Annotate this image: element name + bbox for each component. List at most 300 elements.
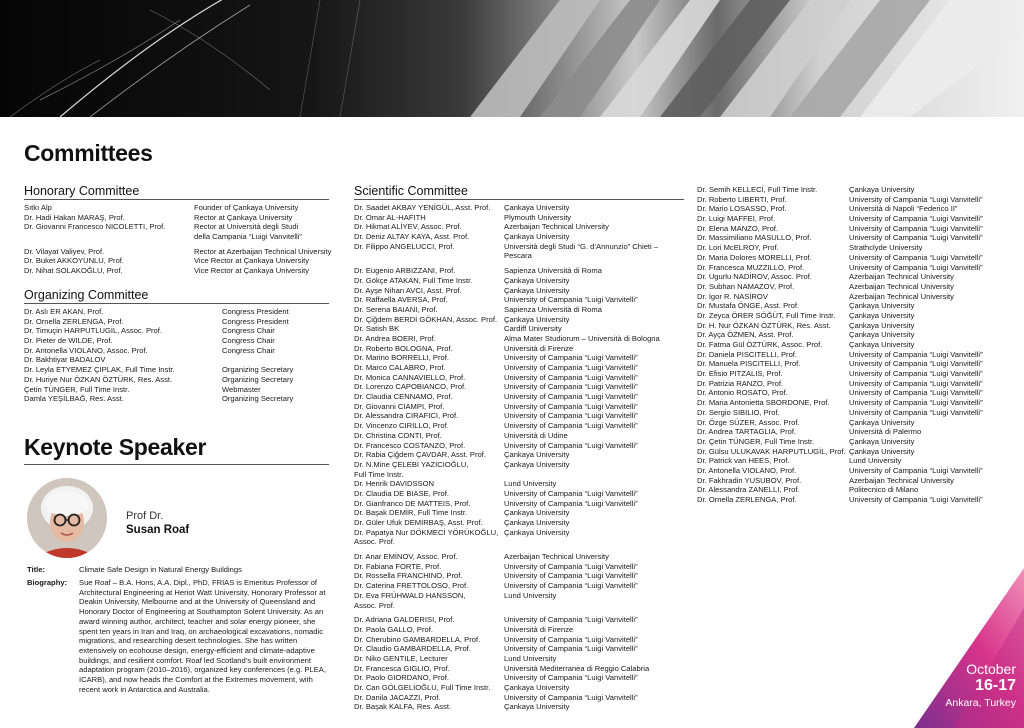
committee-member-row <box>24 317 334 327</box>
committee-member-row <box>354 702 689 712</box>
committee-member-row <box>354 232 689 242</box>
committee-member-row <box>354 315 689 325</box>
member-name: Dr. Roberto LIBERTI, Prof. <box>697 194 787 204</box>
member-affiliation: University of Campania “Luigi Vanvitelli” <box>504 401 638 411</box>
scientific-committee-heading: Scientific Committee <box>354 184 468 198</box>
member-name: Dr. Francesco COSTANZO, Prof. <box>354 440 466 450</box>
member-affiliation: Çankaya University <box>849 417 915 427</box>
member-name: Dr. Mustafa ÖNGE, Asst. Prof. <box>697 301 800 311</box>
member-affiliation: University of Campania “Luigi Vanvitelli” <box>504 644 638 654</box>
member-affiliation: Organizing Secretary <box>222 394 294 404</box>
committee-member-row <box>697 447 997 457</box>
committee-member-row <box>24 326 334 336</box>
member-affiliation: University of Campania “Luigi Vanvitelli” <box>849 465 983 475</box>
committee-member-row <box>24 385 334 395</box>
member-name: Dr. Claudia CENNAMO, Prof. <box>354 392 453 402</box>
committee-member-row <box>354 615 689 625</box>
keynote-speaker-photo <box>27 478 107 558</box>
member-name: Dr. Çiğdem BERDİ GÖKHAN, Assoc. Prof. <box>354 314 498 324</box>
committee-member-row <box>24 203 334 213</box>
member-affiliation: University of Campania “Luigi Vanvitelli” <box>504 392 638 402</box>
committee-member-row <box>697 408 997 418</box>
member-name: Dr. Patrick van HEES, Prof. <box>697 456 790 466</box>
committee-member-row <box>354 470 689 480</box>
committee-member-row <box>354 251 689 261</box>
committee-member-row <box>24 307 334 317</box>
member-name: Dr. Francesca GIGLIO, Prof. <box>354 663 450 673</box>
member-name: Dr. Ornella ZERLENGA, Prof. <box>24 316 124 326</box>
member-name: Dr. Ayşe Nihan AVCI, Asst. Prof. <box>354 285 462 295</box>
member-affiliation: Strathclyde University <box>849 243 923 253</box>
member-affiliation: Università di Firenze <box>504 343 574 353</box>
honorary-committee-list <box>24 203 334 276</box>
member-name: Dr. Luigi MAFFEI, Prof. <box>697 214 776 224</box>
member-name: Dr. Fabiana FORTE, Prof. <box>354 561 442 571</box>
member-name: Dr. Andrea BOERI, Prof. <box>354 333 436 343</box>
member-affiliation: Organizing Secretary <box>222 365 294 375</box>
committee-member-row <box>354 654 689 664</box>
member-affiliation: Webmaster <box>222 384 261 394</box>
committee-member-row <box>354 562 689 572</box>
member-name: Dr. Paolo GIORDANO, Prof. <box>354 673 449 683</box>
committee-member-row <box>354 644 689 654</box>
scientific-committee-list-2 <box>697 185 997 505</box>
member-affiliation: Azerbaijan Technical University <box>849 475 954 485</box>
member-affiliation: Rector at Çankaya University <box>194 212 293 222</box>
committee-member-row <box>354 373 689 383</box>
member-name: Dr. Eugenio ARBIZZANI, Prof. <box>354 266 456 276</box>
committee-member-row <box>354 222 689 232</box>
committee-member-row <box>697 195 997 205</box>
member-name: Dr. Claudio GAMBARDELLA, Prof. <box>354 644 471 654</box>
member-affiliation: Çankaya University <box>504 275 570 285</box>
committee-member-row <box>354 411 689 421</box>
committee-member-row <box>697 427 997 437</box>
member-name: Dr. Alessandra CIRAFICI, Prof. <box>354 411 459 421</box>
committee-member-row <box>354 266 689 276</box>
member-affiliation: Congress President <box>222 316 289 326</box>
member-affiliation: Congress Chair <box>222 345 275 355</box>
member-affiliation: University of Campania “Luigi Vanvitelli” <box>849 233 983 243</box>
keynote-biography-text: Sue Roaf – B.A. Hons, A.A. Dipl., PhD, FRIAS is Emeritus Professor of Architectural Engineering at Heriot Watt University, Honorary Professor at Deakin University, Melbourne and at the University of Queensland and Honorary Doctor of Engineering at Southampton Solent University. As an award winning author, architect, teacher and solar energy pioneer, she spent ten years in Iran and Iraq, on archaeological excavations, nomadic migrations, and researching desert technologies. She has written extensively on ecohouse design, energy-efficient and climate-adaptive buildings, and resilient comfort. Roaf led Scotland’s built environment adaptation program (2010–2016), organized key conferences (e.g. PLEA, ICARB), and now heads the Comfort at the Extremes movement, with recent work in Antarctica and Australia. <box>79 578 326 694</box>
committee-member-row <box>354 450 689 460</box>
member-affiliation: Çankaya University <box>849 301 915 311</box>
committee-member-row <box>24 375 334 385</box>
member-affiliation: University of Campania “Luigi Vanvitelli” <box>504 581 638 591</box>
committee-member-row <box>354 528 689 538</box>
committee-member-row <box>354 324 689 334</box>
member-affiliation: Çankaya University <box>504 683 570 692</box>
member-affiliation: Università Mediterranea di Reggio Calabria <box>504 663 650 673</box>
member-name: Dr. Rabia Çiğdem ÇAVDAR, Asst. Prof. <box>354 450 486 460</box>
member-affiliation: University of Campania “Luigi Vanvitelli” <box>504 411 638 421</box>
header-banner-image <box>0 0 1024 117</box>
member-affiliation: University of Campania “Luigi Vanvitelli” <box>504 421 638 431</box>
committee-member-row <box>354 601 689 611</box>
member-affiliation: Azerbaijan Technical University <box>849 291 954 301</box>
member-name: Dr. Hikmat ALİYEV, Assoc. Prof. <box>354 222 462 232</box>
committee-member-row <box>697 456 997 466</box>
committee-member-row <box>697 292 997 302</box>
member-affiliation: University of Campania “Luigi Vanvitelli” <box>849 407 983 417</box>
member-name: Dr. Caterina FRETTOLOSO, Prof. <box>354 581 469 591</box>
member-name: Dr. Vilayat Valiyev, Prof. <box>24 246 105 256</box>
committee-member-row <box>697 204 997 214</box>
member-affiliation: Azerbaijan Technical University <box>849 281 954 291</box>
committee-member-row <box>354 625 689 635</box>
member-affiliation: Çankaya University <box>504 450 570 460</box>
keynote-title-prefix: Prof Dr. <box>126 510 164 522</box>
committee-member-row <box>697 359 997 369</box>
member-affiliation: Çankaya University <box>504 314 570 324</box>
member-affiliation: Sapienza Università di Roma <box>504 266 602 276</box>
committee-member-row <box>697 388 997 398</box>
keynote-speaker-name: Susan Roaf <box>126 524 190 536</box>
member-name: Dr. Alessandra ZANELLI, Prof. <box>697 485 800 495</box>
banner-light-streaks <box>0 0 1024 117</box>
committee-member-row <box>697 369 997 379</box>
member-name: Dr. Huriye Nur ÖZKAN ÖZTÜRK, Res. Asst. <box>24 374 173 384</box>
event-days: 16-17 <box>975 677 1016 694</box>
member-name: Full Time Instr. <box>354 469 404 479</box>
committee-member-row <box>24 247 334 257</box>
committee-member-row <box>354 537 689 547</box>
member-name: Dr. Fatma Gül ÖZTÜRK, Assoc. Prof. <box>697 340 823 349</box>
member-affiliation: Università di Udine <box>504 430 568 440</box>
committee-member-row <box>697 185 997 195</box>
member-name: Dr. Lori McELROY, Prof. <box>697 243 779 253</box>
member-name: Dr. İgor R. NASİROV <box>697 291 768 301</box>
committee-member-row <box>697 418 997 428</box>
member-name: Dr. Fakhradin YUSUBOV, Prof. <box>697 475 802 485</box>
committee-member-row <box>354 571 689 581</box>
member-name: Dr. Başak DEMİR, Full Time Instr. <box>354 508 468 518</box>
member-affiliation: Plymouth University <box>504 212 572 222</box>
member-name: Dr. Efisio PITZALIS, Prof. <box>697 369 783 379</box>
member-affiliation: University of Campania “Luigi Vanvitelli” <box>849 378 983 388</box>
member-name: Dr. Gökçe ATAKAN, Full Time Instr. <box>354 275 473 285</box>
committee-member-row <box>354 552 689 562</box>
member-name: Dr. Antonella VIOLANO, Assoc. Prof. <box>24 345 148 355</box>
committee-member-row <box>354 460 689 470</box>
member-name: Dr. Niko GENTILE, Lecturer <box>354 653 448 663</box>
member-affiliation: University of Campania “Luigi Vanvitelli” <box>504 488 638 498</box>
member-affiliation: University of Campania “Luigi Vanvitelli” <box>504 634 638 644</box>
member-name: Damla YEŞİLBAĞ, Res. Asst. <box>24 394 124 404</box>
member-name: Dr. Leyla ETYEMEZ ÇIPLAK, Full Time Instr. <box>24 365 175 375</box>
honorary-committee-heading: Honorary Committee <box>24 184 140 198</box>
member-affiliation: Çankaya University <box>849 446 915 456</box>
member-name: Dr. Giovanni Francesco NICOLETTI, Prof. <box>24 222 166 232</box>
committee-member-row <box>697 398 997 408</box>
member-affiliation: University of Campania “Luigi Vanvitelli” <box>504 673 638 683</box>
member-name: Sıtkı Alp <box>24 203 52 212</box>
member-name: Assoc. Prof. <box>354 537 395 547</box>
scientific-committee-list-1 <box>354 203 689 712</box>
committee-member-row <box>354 402 689 412</box>
member-name: Dr. Claudia DE BIASE, Prof. <box>354 488 449 498</box>
member-affiliation: Vice Rector at Çankaya University <box>194 256 310 266</box>
member-affiliation: University of Campania “Luigi Vanvitelli” <box>504 692 638 702</box>
committee-member-row <box>354 518 689 528</box>
member-name: Dr. Maria Antonietta SBORDONE, Prof. <box>697 398 830 408</box>
member-affiliation: Congress Chair <box>222 326 275 336</box>
member-name: Dr. Antonella VIOLANO, Prof. <box>697 465 797 475</box>
committee-member-row <box>24 365 334 375</box>
committee-member-row <box>697 224 997 234</box>
committee-member-row <box>354 693 689 703</box>
committee-member-row <box>24 346 334 356</box>
member-affiliation: Çankaya University <box>849 330 915 340</box>
member-affiliation: University of Campania “Luigi Vanvitelli” <box>504 498 638 508</box>
member-affiliation: University of Campania “Luigi Vanvitelli” <box>504 571 638 581</box>
committee-member-row <box>354 344 689 354</box>
committee-member-row <box>697 214 997 224</box>
member-affiliation: University of Campania “Luigi Vanvitelli” <box>849 214 983 224</box>
member-name: Dr. Ugurlu NADİROV, Assoc. Prof. <box>697 272 812 282</box>
member-name: Dr. Filippo ANGELUCCI, Prof. <box>354 241 455 251</box>
member-affiliation: University of Campania “Luigi Vanvitelli” <box>504 561 638 571</box>
member-affiliation: University of Campania “Luigi Vanvitelli” <box>849 388 983 398</box>
committee-member-row <box>697 321 997 331</box>
member-name: Dr. Manuela PISCITELLI, Prof. <box>697 359 801 369</box>
committee-member-row <box>697 495 997 505</box>
member-affiliation: Çankaya University <box>849 436 915 446</box>
member-name: Dr. Daniela PISCITELLI, Prof. <box>697 349 798 359</box>
member-name: Dr. Omar AL-HAFITH <box>354 212 426 222</box>
member-name: Dr. Buket AKKOYUNLU, Prof. <box>24 256 125 266</box>
committee-member-row <box>697 340 997 350</box>
committee-member-row <box>354 635 689 645</box>
committee-member-row <box>697 243 997 253</box>
member-name: Dr. Sergio SIBILIO, Prof. <box>697 407 780 417</box>
member-affiliation: Politecnico di Milano <box>849 485 919 495</box>
member-name: Dr. Danila JACAZZI, Prof. <box>354 692 441 702</box>
member-affiliation: Organizing Secretary <box>222 374 294 384</box>
member-affiliation: Lund University <box>504 479 557 489</box>
member-affiliation: Founder of Çankaya University <box>194 203 299 212</box>
member-name: Çetin TÜNGER, Full Time Instr. <box>24 384 130 394</box>
member-name: Dr. Andrea TARTAGLIA, Prof. <box>697 427 797 437</box>
committee-member-row <box>354 213 689 223</box>
member-affiliation: Çankaya University <box>849 310 915 320</box>
member-affiliation: Sapienza Università di Roma <box>504 304 602 314</box>
member-name: Dr. Çetin TÜNGER, Full Time Instr. <box>697 436 815 446</box>
member-name: Dr. Henrik DAVIDSSON <box>354 479 435 489</box>
member-name: Assoc. Prof. <box>354 600 395 610</box>
member-name: Dr. Christina CONTI, Prof. <box>354 430 442 440</box>
organizing-rule <box>24 303 329 304</box>
member-affiliation: Università di Napoli “Federico II” <box>849 204 958 214</box>
committee-member-row <box>24 256 334 266</box>
keynote-biography-label: Biography: <box>27 578 68 587</box>
member-name: Dr. Eva FRÜHWALD HANSSON, <box>354 590 466 600</box>
committee-member-row <box>697 350 997 360</box>
member-name: Dr. Elena MANZO, Prof. <box>697 223 779 233</box>
member-name: Dr. Patrizia RANZO, Prof. <box>697 378 784 388</box>
committee-member-row <box>354 489 689 499</box>
member-affiliation: University of Campania “Luigi Vanvitelli” <box>849 398 983 408</box>
member-affiliation: University of Campania “Luigi Vanvitelli” <box>504 353 638 363</box>
member-affiliation: University of Campania “Luigi Vanvitelli” <box>504 363 638 372</box>
member-affiliation: University of Campania “Luigi Vanvitelli” <box>504 295 638 305</box>
member-name: Dr. Marco CALABRO, Prof. <box>354 363 446 372</box>
committee-member-row <box>697 311 997 321</box>
member-name: Dr. H. Nur ÖZKAN ÖZTÜRK, Res. Asst. <box>697 320 831 330</box>
committee-member-row <box>354 441 689 451</box>
member-name: Dr. Anar EMİNOV, Assoc. Prof. <box>354 552 458 562</box>
member-name: Dr. Marino BORRELLI, Prof. <box>354 353 449 363</box>
committee-member-row <box>354 305 689 315</box>
member-name: Dr. Başak KALFA, Res. Asst. <box>354 702 452 712</box>
committee-member-row <box>354 431 689 441</box>
member-affiliation: Alma Mater Studiorum – Università di Bologna <box>504 333 660 343</box>
member-affiliation: Çankaya University <box>504 203 570 212</box>
member-affiliation: Cardiff University <box>504 324 562 334</box>
committee-member-row <box>354 421 689 431</box>
member-name: Dr. Aslı ER AKAN, Prof. <box>24 307 104 316</box>
committee-member-row <box>697 466 997 476</box>
member-affiliation: University of Campania “Luigi Vanvitelli” <box>849 194 983 204</box>
committee-member-row <box>354 334 689 344</box>
committee-member-row <box>354 479 689 489</box>
committee-member-row <box>24 222 334 232</box>
keynote-talk-title: Climate Safe Design in Natural Energy Buildings <box>79 565 242 574</box>
member-affiliation: Rector at Università degli Studi <box>194 222 299 232</box>
member-name: Dr. Lorenzo CAPOBIANCO, Prof. <box>354 382 467 392</box>
member-name: Dr. Massimiliano MASULLO, Prof. <box>697 233 812 243</box>
member-name: Dr. Roberto BOLOGNA, Prof. <box>354 343 453 353</box>
committee-member-row <box>697 253 997 263</box>
member-name: Dr. Adriana GALDERISI, Prof. <box>354 615 455 625</box>
committee-member-row <box>354 203 689 213</box>
member-name: Dr. Ornella ZERLENGA, Prof. <box>697 495 797 504</box>
member-name: Dr. Paola GALLO, Prof. <box>354 624 433 634</box>
committee-member-row <box>24 394 334 404</box>
committee-member-row <box>354 363 689 373</box>
member-name: Dr. Pieter de WILDE, Prof. <box>24 336 113 346</box>
member-name: Dr. Monica CANNAVIELLO, Prof. <box>354 372 466 382</box>
member-name: Dr. Antonio ROSATO, Prof. <box>697 388 788 398</box>
member-name: Dr. Zeyca ÖRER SÖĞÜT, Full Time Instr. <box>697 310 836 320</box>
member-name: Dr. Semih KELLECİ, Full Time Instr. <box>697 185 818 194</box>
member-affiliation: Università degli Studi “G. d’Annunzio” Chieti – <box>504 241 659 251</box>
member-affiliation: University of Campania “Luigi Vanvitelli” <box>504 615 638 625</box>
committee-member-row <box>24 232 334 242</box>
member-affiliation: University of Campania “Luigi Vanvitelli” <box>849 359 983 369</box>
committee-member-row <box>24 355 334 365</box>
committee-member-row <box>354 382 689 392</box>
member-affiliation: della Campania “Luigi Vanvitelli” <box>194 232 302 242</box>
member-affiliation: Vice Rector at Çankaya University <box>194 266 310 276</box>
committee-member-row <box>24 213 334 223</box>
committee-member-row <box>354 591 689 601</box>
member-name: Dr. Mario LOSASSO, Prof. <box>697 204 787 214</box>
keynote-title-label: Title: <box>27 565 46 574</box>
committee-member-row <box>354 286 689 296</box>
member-name: Dr. Raffaella AVERSA, Prof. <box>354 295 448 305</box>
member-affiliation: University of Campania “Luigi Vanvitelli” <box>504 382 638 392</box>
committee-member-row <box>354 499 689 509</box>
member-affiliation: Congress Chair <box>222 336 275 346</box>
member-affiliation: University of Campania “Luigi Vanvitelli” <box>849 349 983 359</box>
member-affiliation: Lund University <box>849 456 902 466</box>
event-month: October <box>966 661 1016 677</box>
member-affiliation: Università di Firenze <box>504 624 574 634</box>
member-name: Dr. Saadet AKBAY YENİGÜL, Asst. Prof. <box>354 203 491 212</box>
member-name: Dr. Gianfranco DE MATTEIS, Prof. <box>354 498 471 508</box>
member-name: Dr. Hadi Hakan MARAŞ, Prof. <box>24 212 125 222</box>
member-name: Dr. Özge SÜZER, Assoc. Prof. <box>697 417 800 427</box>
committee-member-row <box>354 242 689 252</box>
member-name: Dr. Satish BK <box>354 324 400 334</box>
member-affiliation: Çankaya University <box>504 702 570 712</box>
committee-member-row <box>697 282 997 292</box>
member-name: Dr. Timuçin HARPUTLUGİL, Assoc. Prof. <box>24 326 162 336</box>
organizing-committee-list <box>24 307 334 404</box>
keynote-rule <box>24 464 329 465</box>
member-affiliation: Çankaya University <box>504 232 570 242</box>
member-name: Dr. Bakhtiyar BADALOV <box>24 355 106 365</box>
honorary-rule <box>24 199 329 200</box>
member-affiliation: Azerbaijan Technical University <box>504 552 609 562</box>
committee-member-row <box>354 353 689 363</box>
member-name: Dr. Nihat SOLAKOĞLU, Prof. <box>24 266 123 276</box>
committee-member-row <box>354 276 689 286</box>
member-name: Dr. Maria Dolores MORELLI, Prof. <box>697 252 812 262</box>
keynote-heading: Keynote Speaker <box>24 434 207 460</box>
committee-member-row <box>697 476 997 486</box>
member-name: Dr. Giovanni CIAMPI, Prof. <box>354 401 445 411</box>
member-name: Dr. Subhan NAMAZOV, Prof. <box>697 281 795 291</box>
member-name: Dr. N.Mine ÇELEBİ YAZICIOĞLU, <box>354 459 469 469</box>
committee-member-row <box>697 263 997 273</box>
committee-member-row <box>24 266 334 276</box>
member-affiliation: Rector at Azerbaijan Technical University <box>194 246 332 256</box>
committee-member-row <box>354 664 689 674</box>
committee-member-row <box>354 508 689 518</box>
member-affiliation: Çankaya University <box>849 320 915 330</box>
member-affiliation: Çankaya University <box>849 340 915 349</box>
member-affiliation: University of Campania “Luigi Vanvitelli” <box>849 369 983 379</box>
member-name: Dr. Rossella FRANCHINO, Prof. <box>354 571 463 581</box>
member-affiliation: Azerbaijan Technical University <box>504 222 609 232</box>
member-name: Dr. Gülsu ULUKAVAK HARPUTLUGİL, Prof. <box>697 446 846 456</box>
member-affiliation: Congress President <box>222 307 289 316</box>
committee-member-row <box>354 683 689 693</box>
committee-member-row <box>697 330 997 340</box>
event-location: Ankara, Turkey <box>945 697 1016 709</box>
organizing-committee-heading: Organizing Committee <box>24 288 149 302</box>
member-affiliation: Università di Palermo <box>849 427 922 437</box>
member-name: Dr. Güler Ufuk DEMİRBAŞ, Asst. Prof. <box>354 518 483 527</box>
member-affiliation: University of Campania “Luigi Vanvitelli” <box>504 372 638 382</box>
committee-member-row <box>354 392 689 402</box>
member-affiliation: Lund University <box>504 590 557 600</box>
committee-member-row <box>697 272 997 282</box>
member-affiliation: University of Campania “Luigi Vanvitelli” <box>849 262 983 272</box>
committee-member-row <box>697 485 997 495</box>
member-affiliation: Çankaya University <box>504 459 570 469</box>
member-affiliation: Çankaya University <box>504 518 570 527</box>
member-name: Dr. Serena BAIANI, Prof. <box>354 304 438 314</box>
committee-member-row <box>24 336 334 346</box>
member-affiliation: University of Campania “Luigi Vanvitelli” <box>849 223 983 233</box>
member-name: Dr. Ayça ÖZMEN, Asst. Prof. <box>697 330 794 340</box>
committee-member-row <box>354 295 689 305</box>
member-affiliation: Azerbaijan Technical University <box>849 272 954 282</box>
member-affiliation: University of Campania “Luigi Vanvitelli” <box>504 440 638 450</box>
